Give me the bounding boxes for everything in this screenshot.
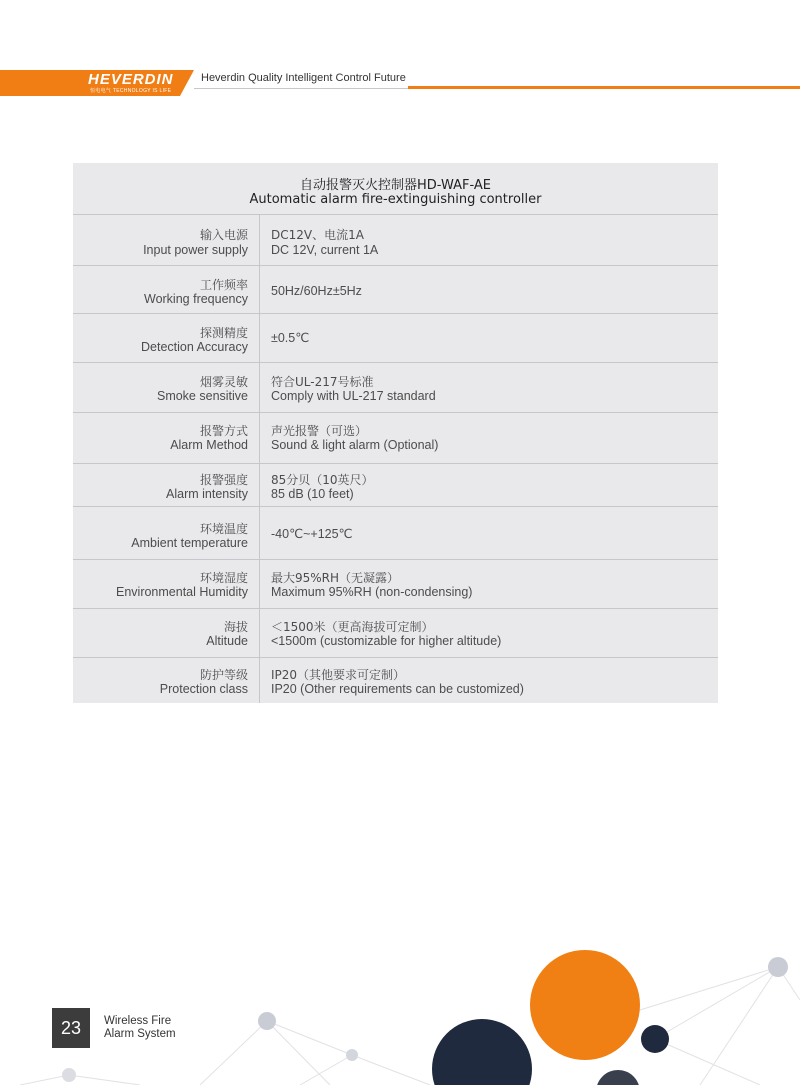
spec-value: 50Hz/60Hz±5Hz — [271, 284, 362, 298]
spec-label-en: Ambient temperature — [131, 536, 248, 550]
spec-label-cn: 工作频率 — [199, 278, 248, 292]
logo-subtext: 恒电电气 TECHNOLOGY IS LIFE — [90, 88, 172, 94]
spec-label-cn: 报警强度 — [199, 473, 248, 487]
spec-label-cn: 输入电源 — [199, 228, 248, 242]
spec-value-cn: IP20（其他要求可定制） — [271, 668, 406, 682]
spec-value-cn: 最大95%RH（无凝露） — [271, 571, 400, 585]
spec-value-cn: 符合UL-217号标准 — [271, 375, 374, 389]
spec-value-en: 85 dB (10 feet) — [271, 487, 354, 501]
spec-label-cn: 环境湿度 — [199, 571, 248, 585]
spec-label-en: Environmental Humidity — [116, 585, 248, 599]
spec-label-cn: 环境温度 — [199, 522, 248, 536]
spec-label-en: Input power supply — [143, 243, 248, 257]
spec-label-en: Smoke sensitive — [156, 389, 248, 403]
spec-label-cn: 探测精度 — [199, 326, 248, 340]
spec-value-cn: 声光报警（可选） — [271, 424, 368, 438]
spec-label-cn: 烟雾灵敏 — [199, 375, 248, 389]
spec-value-en: Sound & light alarm (Optional) — [271, 438, 439, 452]
page-number: 23 — [52, 1008, 90, 1048]
spec-value-en: <1500m (customizable for higher altitude) — [271, 634, 502, 648]
spec-label-en: Altitude — [206, 634, 248, 648]
spec-label-en: Working frequency — [144, 292, 248, 306]
spec-label-en: Alarm intensity — [166, 487, 248, 501]
navy-circle — [432, 1019, 532, 1085]
spec-value-cn: 85分贝（10英尺） — [271, 473, 374, 487]
grey-circle — [596, 1070, 640, 1085]
navy-small-circle — [641, 1025, 669, 1053]
network-node — [62, 1068, 76, 1082]
spec-value-en: DC 12V, current 1A — [271, 243, 379, 257]
spec-value: ±0.5℃ — [271, 331, 310, 345]
spec-title-en: Automatic alarm fire-extinguishing controller — [249, 192, 542, 207]
footer-section-line1: Wireless Fire — [104, 1015, 172, 1027]
spec-value-en: Comply with UL-217 standard — [271, 389, 436, 403]
network-node — [258, 1012, 276, 1030]
spec-value-en: IP20 (Other requirements can be customized) — [271, 682, 524, 696]
network-node — [346, 1049, 358, 1061]
spec-title-cn: 自动报警灭火控制器HD-WAF-AE — [300, 178, 491, 193]
footer-section-line2: Alarm System — [104, 1028, 176, 1040]
spec-label-en: Alarm Method — [170, 438, 248, 452]
spec-label-en: Detection Accuracy — [141, 340, 248, 354]
spec-label-cn: 海拔 — [223, 620, 248, 634]
header-slogan: Heverdin Quality Intelligent Control Future — [201, 72, 406, 84]
spec-label-cn: 报警方式 — [199, 424, 248, 438]
spec-label-cn: 防护等级 — [199, 668, 248, 682]
network-node — [768, 957, 788, 977]
orange-circle — [530, 950, 640, 1060]
spec-label-en: Protection class — [159, 682, 248, 696]
spec-value-cn: ＜1500米（更高海拔可定制） — [271, 620, 434, 634]
footer-section-title — [104, 1015, 176, 1041]
spec-value-en: Maximum 95%RH (non-condensing) — [271, 585, 473, 599]
spec-value-cn: DC12V、电流1A — [271, 228, 364, 242]
logo-text: HEVERDIN — [88, 71, 174, 88]
spec-value: -40℃~+125℃ — [271, 527, 353, 541]
